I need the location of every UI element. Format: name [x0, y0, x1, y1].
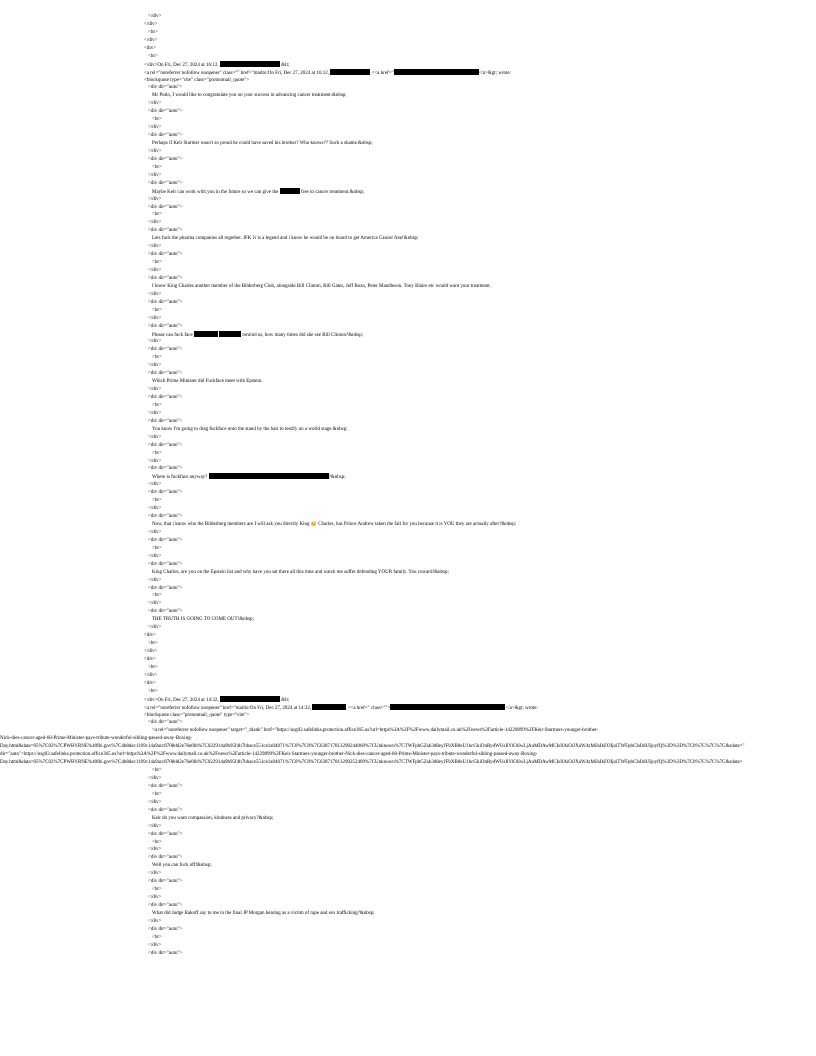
source-text: Perhaps if Keir Starmer wasn't so proud he could have saved his brother? Who knows?? Such a shame.&nbsp; [152, 141, 373, 146]
source-line [0, 465, 816, 473]
source-text: </div> [148, 220, 162, 226]
source-line [0, 537, 816, 545]
source-text: </div> [148, 363, 162, 369]
source-line [0, 561, 816, 569]
source-line [0, 839, 816, 847]
redaction-block [220, 696, 280, 702]
source-text: </div> [148, 268, 162, 273]
source-text: <br> [152, 498, 162, 504]
source-text: </a>&gt; wrote: [505, 705, 538, 711]
source-line [0, 854, 816, 862]
source-line [0, 315, 816, 323]
source-text: </div> [148, 847, 162, 853]
source-text: <<a href=" [370, 70, 394, 76]
source-line [0, 505, 816, 513]
source-text: <div dir="auto"> [148, 371, 183, 377]
source-text: <div dir="auto"> [148, 275, 183, 281]
source-line [0, 823, 816, 831]
source-text: ?&nbsp; [328, 475, 346, 481]
source-text: dir="auto">https://usg02.safelinks.protection.office365.us?url=https%3A%2F%2Fwww.dailymail.co.uk%2Fnews%2Farticle-14229899%2FKeir-Starmers-younger-brother-Nick-dies-cancer-aged-60-Prime-Minister-pays-tribute-wonderful-sibling-passed-away-Boxing- [0, 752, 538, 758]
source-text: Lets fuck the pharma companies all together. JFK Jr is a legend and i know he would be on board to get America Cancer free!&nbsp; [152, 236, 419, 242]
source-text: </div> [148, 148, 162, 154]
source-line [0, 545, 816, 553]
redaction-block [390, 704, 505, 710]
source-line [0, 386, 816, 394]
source-line [0, 918, 816, 926]
source-text: <br> [152, 887, 162, 893]
source-line [0, 807, 816, 815]
source-text: <br> [152, 402, 162, 408]
source-line [0, 108, 816, 116]
source-text: </div> [148, 339, 162, 345]
source-line [0, 616, 816, 624]
source-line [0, 878, 816, 886]
source-line [0, 672, 816, 680]
source-line [0, 21, 816, 29]
source-line [0, 458, 816, 466]
source-line [0, 664, 816, 672]
source-line [0, 180, 816, 188]
source-line [0, 831, 816, 839]
source-line [0, 497, 816, 505]
source-line [0, 815, 816, 823]
source-line [0, 13, 816, 21]
source-text: </div> [148, 823, 162, 829]
source-line [0, 719, 816, 727]
source-line [0, 632, 816, 640]
source-line [0, 521, 816, 529]
source-text: </div> [148, 434, 162, 440]
source-line [0, 529, 816, 537]
source-text: <<a href=" class=""> [346, 705, 391, 711]
source-text: <div dir="auto"> [148, 855, 183, 861]
source-line [0, 489, 816, 497]
source-text: </div> [148, 601, 162, 607]
source-line [0, 227, 816, 235]
source-line [0, 346, 816, 354]
source-text: <div dir="auto"> [148, 561, 183, 567]
source-line [0, 656, 816, 664]
source-text: THE TRUTH IS GOING TO COME OUT!&nbsp; [152, 617, 254, 623]
source-text: &lt; [279, 62, 290, 68]
source-text: <div dir="auto"> [148, 926, 183, 932]
source-text: </div> [148, 776, 162, 781]
source-line [0, 902, 816, 910]
source-line [0, 886, 816, 894]
source-text: Where is fuckface anyway? [152, 475, 209, 481]
source-line [0, 100, 816, 108]
redaction-block [220, 61, 280, 67]
source-text: </div> [148, 101, 162, 107]
source-text: free to cancer treatment.&nbsp; [299, 189, 365, 195]
source-text: </div> [148, 506, 162, 512]
source-text: Which Prime Minister did Fuckface meet with Epstein. [152, 379, 263, 385]
source-text: </div> [148, 942, 162, 948]
source-text: <div dir="auto"> [148, 133, 183, 139]
source-text: <div dir="auto"> [148, 879, 183, 885]
source-text: </div> [148, 458, 162, 464]
source-text: Day.html&data=05%7C02%7CPWBYRNE%40fbi.gov%7C4b8dec1109c14a9acc8708dd2e76efdb%7C022914a9b95f4b7bbace551ce1a04071%7C0%7C0%7C638717813290244060%7CUnknown%7CTWFpbGZsb3d8eyJFbXB0eU1hcGkiOnRydWUsIlYiOiIwLjAuMDAwMCIsIlAiOiJXaW4zMiIsIkFOIjoiTWFpbCIsIldUIjoyfQ%3D%3D%7C0%7C%7C%7C&sdata=" [0, 744, 746, 750]
source-text: <br> [152, 355, 162, 361]
source-line [0, 92, 816, 100]
source-text: <br> [148, 688, 158, 694]
source-line [0, 680, 816, 688]
redaction-block [280, 188, 300, 194]
source-text: <br> [152, 593, 162, 599]
source-line [0, 394, 816, 402]
source-text: <div dir="auto"> [148, 204, 183, 210]
source-text: <div dir="auto"> [148, 323, 183, 329]
source-line [0, 481, 816, 489]
source-text: <div dir="auto"> [148, 466, 183, 472]
source-text: <div dir="auto"> [148, 609, 183, 615]
source-text: <div dir="auto"> [148, 783, 183, 789]
source-line [0, 235, 816, 243]
source-line [0, 894, 816, 902]
source-line [0, 608, 816, 616]
source-text: <div dir="auto"> [148, 720, 183, 726]
source-text: </div> [148, 482, 162, 488]
source-line [0, 473, 816, 481]
source-line [0, 402, 816, 410]
source-text: <br> [152, 260, 162, 266]
source-text: </div> [148, 918, 162, 924]
source-text: <div dir="auto"> [148, 156, 183, 162]
source-line [0, 204, 816, 212]
source-text: </div> [148, 625, 162, 631]
source-text: Nick-dies-cancer-aged-60-Prime-Minister-pays-tribute-wonderful-sibling-passed-away-Boxing- [0, 736, 193, 742]
source-line [0, 148, 816, 156]
source-text: &lt; [279, 697, 290, 703]
source-text: </div> [148, 871, 162, 877]
source-text: </div> [148, 387, 162, 393]
source-text: </div> [148, 553, 162, 559]
source-text: Now, that i know who the Bilderberg members are I will ask you directly King 👑 Charles, has Prince Andrew taken the fall for you because it is YOU they are actually after?&nbsp; [152, 522, 517, 527]
source-line [0, 767, 816, 775]
source-text: What did Judge Rakoff say to me in the final JP Morgan hearing as a victim of rape and sex trafficking?&nbsp; [152, 910, 375, 916]
source-text: Well you can fuck off!&nbsp; [152, 863, 212, 869]
source-text: <br> [152, 164, 162, 170]
source-text: <div dir="auto"> [148, 490, 183, 496]
source-text: <br> [152, 791, 162, 797]
source-line [0, 426, 816, 434]
source-line [0, 926, 816, 934]
source-text: <div dir="auto"> [148, 537, 183, 543]
source-text: </div> [148, 315, 162, 321]
source-line [0, 783, 816, 791]
source-line [0, 910, 816, 918]
source-text: <br> [152, 117, 162, 123]
source-line [0, 569, 816, 577]
source-text: </div> [148, 799, 162, 805]
source-line [0, 156, 816, 164]
source-text: <br> [148, 664, 158, 670]
source-text: <div dir="auto"> [148, 180, 183, 186]
source-line [0, 775, 816, 783]
source-line [0, 688, 816, 696]
source-line [0, 712, 816, 720]
source-line [0, 450, 816, 458]
source-text: </div>On Fri, Dec 27, 2024 at 16:12, [144, 62, 220, 68]
source-text: </div> [144, 21, 158, 27]
source-line [0, 116, 816, 124]
source-line [0, 434, 816, 442]
source-text: <div dir="auto"> [148, 585, 183, 591]
source-text: <div dir="auto"> [148, 514, 183, 520]
redaction-block [394, 69, 479, 75]
source-text: </div> [148, 895, 162, 901]
source-line [0, 29, 816, 37]
source-text: <div dir="auto"> [148, 950, 183, 956]
source-line [0, 791, 816, 799]
redaction-block [330, 69, 370, 75]
source-text: remind us, how many times did she see Bill Clinton?&nbsp; [241, 332, 363, 338]
source-line [0, 743, 816, 751]
source-line [0, 870, 816, 878]
source-line [0, 267, 816, 275]
source-text: You know I'm going to drag fuckface onto the stand by the hair to testify on a world stage.&nbsp; [152, 426, 348, 432]
source-text: <br> [152, 934, 162, 940]
source-line [0, 45, 816, 53]
source-text: <div dir="auto"> [148, 418, 183, 424]
source-text: </div> [148, 529, 162, 535]
source-text: <br> [152, 212, 162, 218]
source-line [0, 354, 816, 362]
source-line [0, 950, 816, 958]
source-text: </div> [148, 410, 162, 416]
source-text: <div dir="auto"> [148, 252, 183, 258]
source-line [0, 172, 816, 180]
source-text: <div dir="auto"> [148, 299, 183, 305]
source-line [0, 331, 816, 339]
source-text: <div dir="auto"> [148, 831, 183, 837]
email-source-document [0, 13, 816, 958]
source-line [0, 759, 816, 767]
source-line [0, 338, 816, 346]
source-text: <blockquote type="cite" class="protonmail_quote"> [144, 77, 250, 83]
source-text: I know King Charles another member of the Bilderberg Club, alongside Bill Clinton, Bill Gates, Jeff Bozo, Peter Mandleson, Tony Blaire etc would want your treatment. [152, 283, 491, 289]
source-line [0, 69, 816, 77]
redaction-block [194, 331, 218, 337]
source-line [0, 61, 816, 69]
source-line [0, 640, 816, 648]
source-line [0, 727, 816, 735]
source-text: Mr Putin, I would like to congratulate you on your success in advancing cancer treatment.&nbsp; [152, 93, 347, 99]
source-text: </div> [148, 125, 162, 131]
source-line [0, 323, 816, 331]
source-text: <br> [152, 768, 162, 774]
source-text: </div> [144, 649, 158, 654]
source-line [0, 553, 816, 561]
source-text: <br> [148, 29, 158, 35]
source-text: <div> [144, 680, 157, 686]
source-line [0, 442, 816, 450]
source-line [0, 600, 816, 608]
source-line [0, 132, 816, 140]
source-text: <div dir="auto"> [148, 228, 183, 234]
redaction-block [312, 704, 346, 710]
source-line [0, 196, 816, 204]
source-text: <br> [152, 545, 162, 551]
redaction-block [209, 473, 329, 479]
source-text: <div dir="auto"> [148, 85, 183, 91]
source-text: Day.html&data=05%7C02%7CPWBYRNE%40fbi.gov%7C4b8dec1109c14a9acc8708dd2e76efdb%7C022914a9b95f4b7bbace551ce1a04071%7C0%7C0%7C638717813290252409%7CUnknown%7CTWFpbGZsb3d8eyJFbXB0eU1hcGkiOnRydWUsIlYiOiIwLjAuMDAwMCIsIlAiOiJXaW4zMiIsIkFOIjoiTWFpbCIsIldUIjoyfQ%3D%3D%7C0%7C%7C%7C&sdata= [0, 760, 743, 766]
source-line [0, 799, 816, 807]
source-line [0, 751, 816, 759]
source-line [0, 219, 816, 227]
source-text: <a rel="noreferrer nofollow noopener" target="_blank" href="https://usg02.safelinks.protection.office365.us?url=https%3A%2F%2Fwww.dailymail.co.uk%2Fnews%2Farticle-14229899%2FKeir-Starmers-younger-brother- [152, 728, 599, 734]
source-text: <div> [144, 633, 157, 639]
source-text: Keir do you want compassion, kindness and privacy?&nbsp; [152, 815, 274, 821]
source-text: <blockquote class="protonmail_quote" type="cite"> [144, 712, 250, 718]
source-line [0, 592, 816, 600]
source-text: <div dir="auto"> [148, 442, 183, 448]
source-line [0, 624, 816, 632]
source-line [0, 53, 816, 61]
source-line [0, 283, 816, 291]
source-text: <br> [152, 450, 162, 456]
source-text: <div> [144, 45, 157, 51]
source-line [0, 513, 816, 521]
source-text: <div dir="auto"> [148, 109, 183, 115]
source-line [0, 577, 816, 585]
source-line [0, 188, 816, 196]
source-line [0, 291, 816, 299]
source-line [0, 211, 816, 219]
source-line [0, 696, 816, 704]
source-line [0, 942, 816, 950]
source-line [0, 410, 816, 418]
source-text: </a>&gt; wrote: [478, 70, 512, 76]
source-text: Maybe Keir can work with you in the future so we can give the [152, 189, 280, 195]
source-text: </div> [144, 672, 158, 678]
source-line [0, 704, 816, 712]
source-line [0, 164, 816, 172]
source-text: <div dir="auto"> [148, 395, 183, 400]
source-text: <br> [148, 53, 158, 59]
source-line [0, 307, 816, 315]
source-text: <br> [152, 307, 162, 313]
source-text: </div> [144, 37, 158, 43]
source-text: Please can fuck face [152, 332, 194, 338]
source-text: <div dir="auto"> [148, 903, 183, 908]
source-line [0, 362, 816, 370]
source-line [0, 37, 816, 45]
source-line [0, 370, 816, 378]
source-line [0, 378, 816, 386]
source-line [0, 77, 816, 85]
source-line [0, 418, 816, 426]
source-line [0, 140, 816, 148]
source-text: </div> [148, 196, 162, 202]
source-text: King Charles, are you on the Epstein list and why have you sat there all this time and watch me suffer defending YOUR family. You coward!&nbsp; [152, 569, 449, 575]
source-line [0, 846, 816, 854]
redaction-block [219, 331, 241, 337]
source-text: </div> [148, 291, 162, 297]
source-text: </div> [148, 172, 162, 178]
source-line [0, 251, 816, 259]
source-text: <br> [152, 839, 162, 845]
source-text: </div> [148, 577, 162, 583]
source-line [0, 84, 816, 92]
source-line [0, 648, 816, 656]
source-line [0, 243, 816, 251]
source-text: <a rel="noreferrer nofollow noopener" href="mailto:On Fri, Dec 27, 2024 at 14:32, [144, 705, 313, 711]
source-text: </div> [148, 14, 162, 19]
source-text: <div> [144, 656, 157, 662]
source-line [0, 735, 816, 743]
source-text: <br> [148, 641, 158, 647]
source-line [0, 259, 816, 267]
source-line [0, 299, 816, 307]
source-text: <a rel="noreferrer nofollow noopener" class="" href="mailto:On Fri, Dec 27, 2024 at 16:12, [144, 70, 331, 76]
source-line [0, 275, 816, 283]
source-line [0, 862, 816, 870]
source-line [0, 934, 816, 942]
source-text: <div dir="auto"> [148, 807, 183, 813]
source-line [0, 585, 816, 593]
source-text: </div> [148, 244, 162, 250]
source-text: <div dir="auto"> [148, 347, 183, 353]
source-text: </div>On Fri, Dec 27, 2024 at 14:32, [144, 697, 220, 703]
source-line [0, 124, 816, 132]
